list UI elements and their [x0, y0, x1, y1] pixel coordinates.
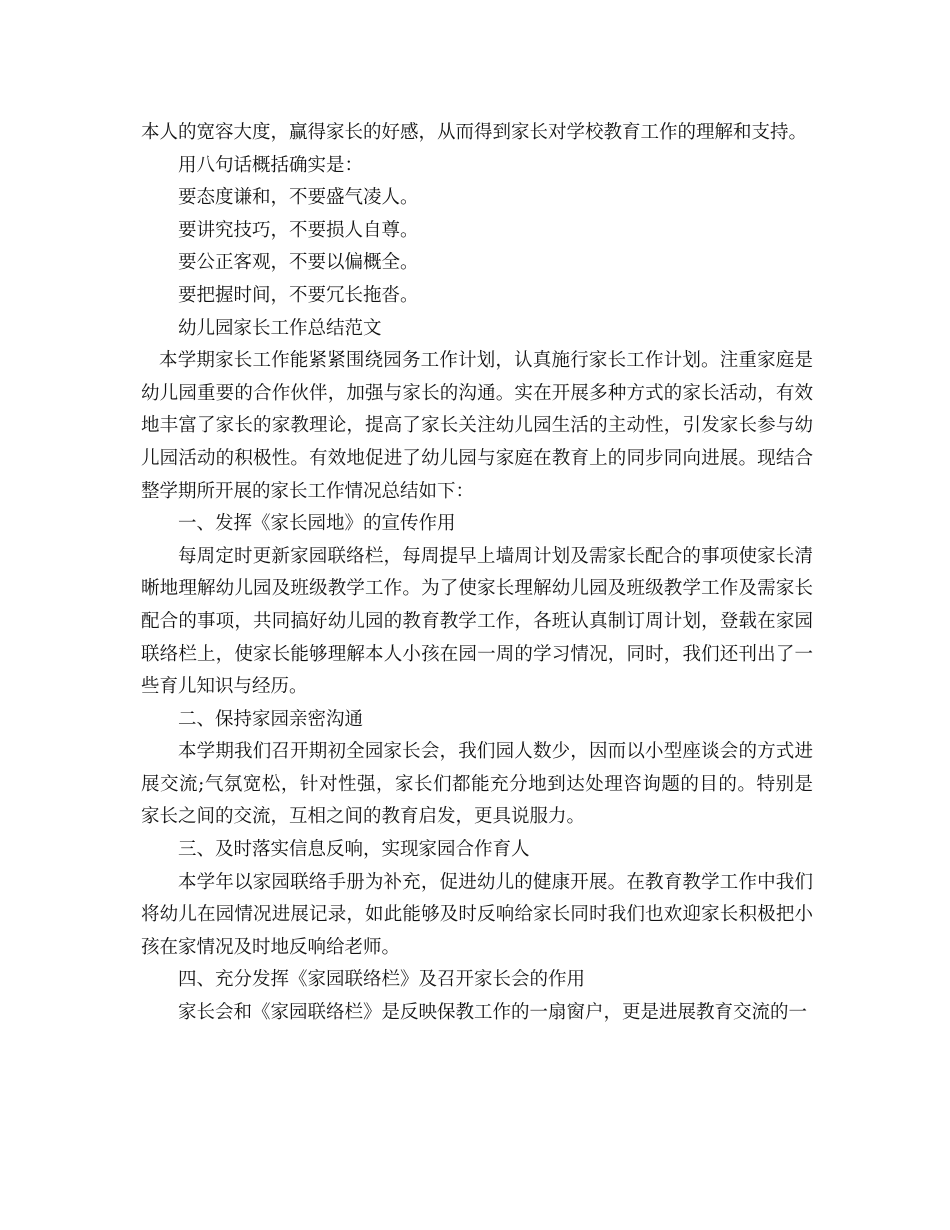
- section-title: 幼儿园家长工作总结范文: [178, 317, 382, 339]
- heading-section-1: 一、发挥《家长园地》的宣传作用: [178, 513, 456, 535]
- paragraph-section-1: 每周定时更新家园联络栏，每周提早上墙周计划及需家长配合的事项使家长清晰地理解幼儿园及班级教学工作。为了使家长理解幼儿园及班级教学工作及需家长配合的事项，共同搞好幼儿园的教育教学工作，各班认真制订周计划，登载在家园联络栏上，使家长能够理解本人小孩在园一周的学习情况，同时，我们还刊出了一些育儿知识与经历。: [141, 545, 813, 698]
- heading-section-4: 四、充分发挥《家园联络栏》及召开家长会的作用: [178, 969, 586, 991]
- document-body: [141, 117, 813, 1030]
- paragraph-section-2: 本学期我们召开期初全园家长会，我们园人数少，因而以小型座谈会的方式进展交流;气氛宽松，针对性强，家长们都能充分地到达处理咨询题的目的。特别是家长之间的交流，互相之间的教育启发，更具说服力。: [141, 741, 813, 828]
- paragraph-rule-4: 要把握时间，不要冗长拖沓。: [178, 284, 419, 306]
- heading-section-3: 三、及时落实信息反响，实现家园合作育人: [178, 839, 530, 861]
- paragraph-section-3: 本学年以家园联络手册为补充，促进幼儿的健康开展。在教育教学工作中我们将幼儿在园情况进展记录，如此能够及时反响给家长同时我们也欢迎家长积极把小孩在家情况及时地反响给老师。: [141, 871, 813, 958]
- paragraph-rule-1: 要态度谦和，不要盛气凌人。: [178, 187, 419, 209]
- paragraph-section-4: 家长会和《家园联络栏》是反映保教工作的一扇窗户，更是进展教育交流的一: [178, 1002, 808, 1024]
- paragraph-continuation: 本人的宽容大度，赢得家长的好感，从而得到家长对学校教育工作的理解和支持。: [141, 122, 808, 143]
- paragraph-rule-2: 要讲究技巧，不要损人自尊。: [178, 219, 419, 241]
- paragraph-rule-3: 要公正客观，不要以偏概全。: [178, 252, 419, 274]
- paragraph-summary-intro: 用八句话概括确实是：: [178, 154, 364, 176]
- paragraph-overview: 本学期家长工作能紧紧围绕园务工作计划，认真施行家长工作计划。注重家庭是幼儿园重要的合作伙伴，加强与家长的沟通。实在开展多种方式的家长活动，有效地丰富了家长的家教理论，提高了家长关注幼儿园生活的主动性，引发家长参与幼儿园活动的积极性。有效地促进了幼儿园与家庭在教育上的同步同向进展。现结合整学期所开展的家长工作情况总结如下：: [141, 350, 813, 502]
- heading-section-2: 二、保持家园亲密沟通: [178, 708, 364, 730]
